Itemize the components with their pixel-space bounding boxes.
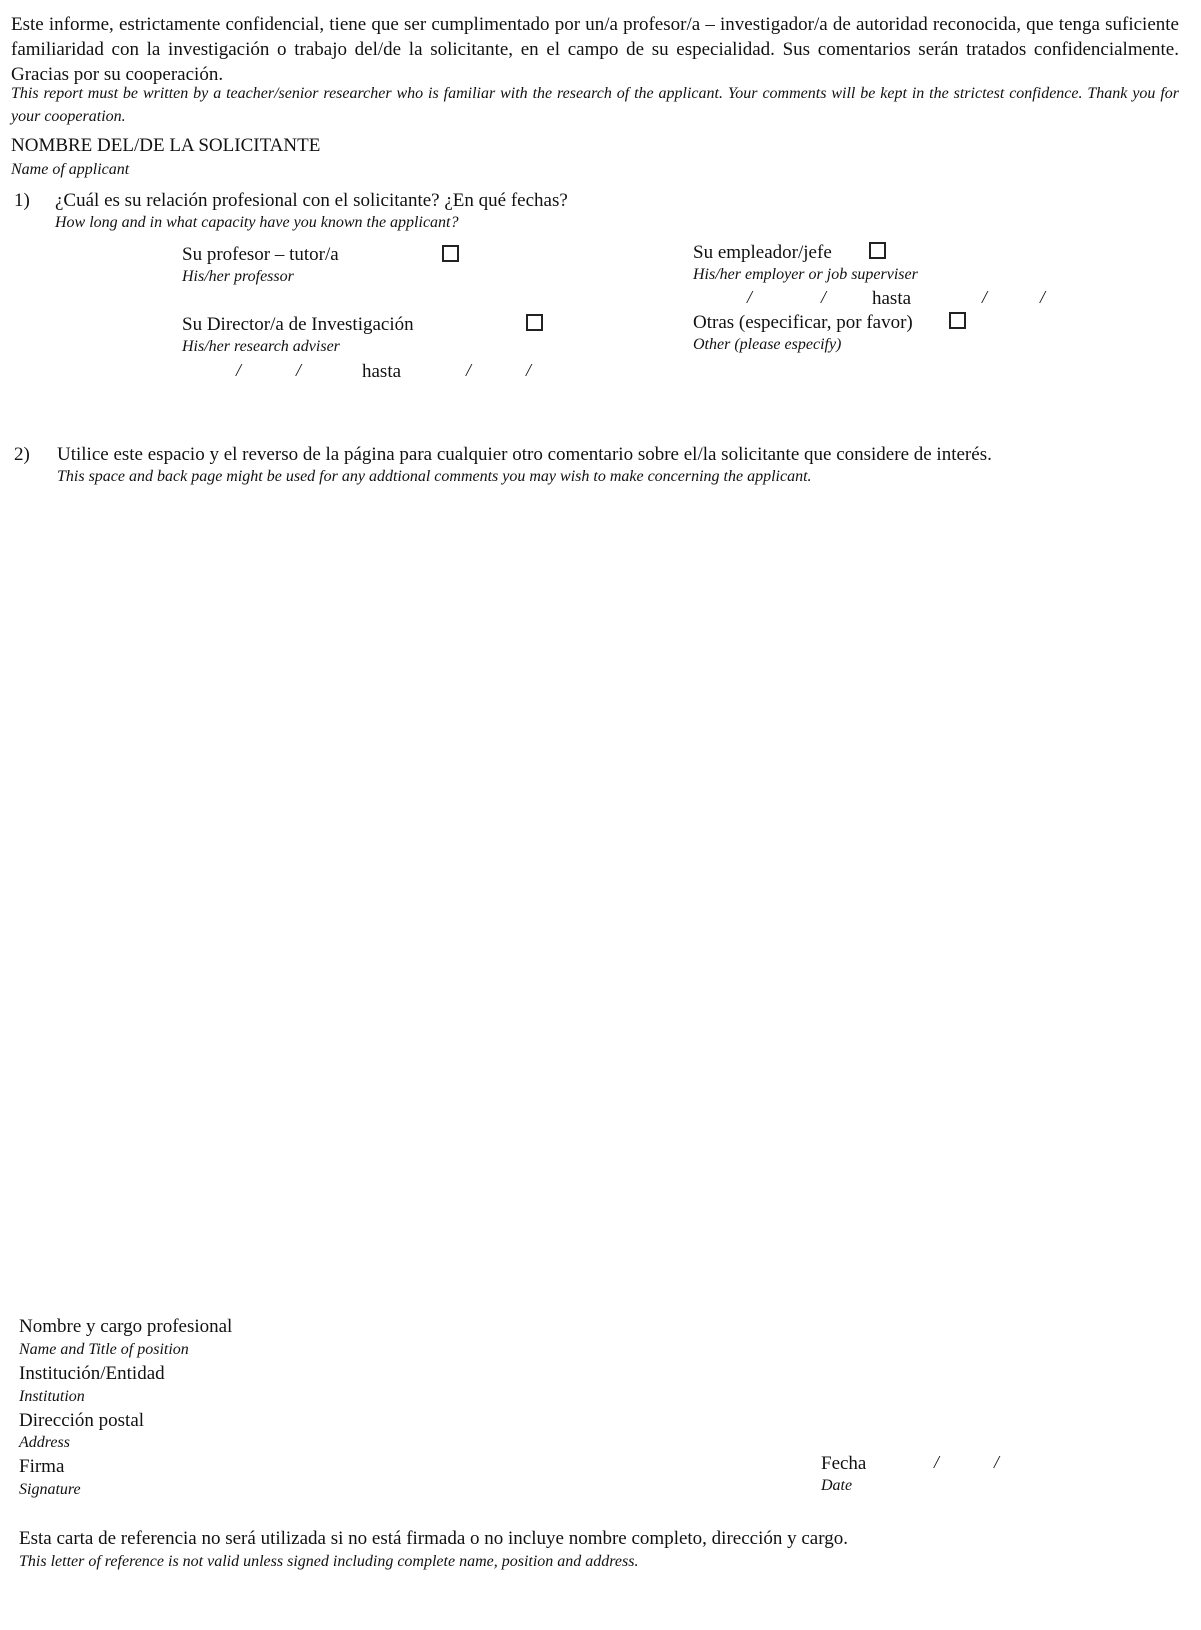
signature-date-sep-2: / [994, 1452, 1000, 1472]
adviser-date-from-sep-2: / [296, 360, 302, 380]
q2-number: 2) [14, 444, 30, 465]
q2-question-es: Utilice este espacio y el reverso de la página para cualquier otro comentario sobre el/la solicitante que considere de interés. [57, 444, 992, 465]
employer-date-from-sep-2: / [821, 287, 827, 307]
signature-label-en: Signature [19, 1481, 81, 1498]
date-label-en: Date [821, 1477, 853, 1494]
q1-number: 1) [14, 190, 30, 211]
option-other-label-en: Other (please especify) [693, 336, 842, 353]
option-other-label: Otras (especificar, por favor) [693, 312, 913, 333]
option-employer-checkbox[interactable] [869, 242, 886, 259]
applicant-name-label: NOMBRE DEL/DE LA SOLICITANTE [11, 135, 321, 156]
adviser-until-label: hasta [362, 361, 402, 382]
intro-text-en: This report must be written by a teacher/senior researcher who is familiar with the research of the applicant. Your comments will be kept in the strictest confidence. Thank you for your cooperation. [11, 85, 1179, 125]
adviser-date-to-sep-2: / [526, 360, 532, 380]
q2-question-en: This space and back page might be used for any addtional comments you may wish to make concerning the applicant. [57, 468, 812, 485]
option-professor-label-en: His/her professor [182, 268, 294, 285]
option-other-checkbox[interactable] [949, 312, 966, 329]
signature-date-sep-1: / [934, 1452, 940, 1472]
address-label: Dirección postal [19, 1410, 145, 1431]
comments-area[interactable] [57, 500, 1177, 1300]
option-professor-label: Su profesor – tutor/a [182, 244, 339, 265]
option-adviser-checkbox[interactable] [526, 314, 543, 331]
institution-label: Institución/Entidad [19, 1363, 165, 1384]
address-label-en: Address [19, 1434, 70, 1451]
validity-note-en: This letter of reference is not valid unless signed including complete name, position and address. [19, 1553, 639, 1570]
signature-label: Firma [19, 1456, 65, 1477]
adviser-date-from-sep-1: / [236, 360, 242, 380]
option-adviser-label: Su Director/a de Investigación [182, 314, 414, 335]
employer-date-to-sep-2: / [1040, 287, 1046, 307]
date-label: Fecha [821, 1453, 867, 1474]
option-professor-checkbox[interactable] [442, 245, 459, 262]
adviser-date-to-sep-1: / [466, 360, 472, 380]
employer-date-from-sep-1: / [747, 287, 753, 307]
option-employer-label-en: His/her employer or job superviser [693, 266, 918, 283]
option-employer-label: Su empleador/jefe [693, 242, 832, 263]
institution-label-en: Institution [19, 1388, 85, 1405]
option-adviser-label-en: His/her research adviser [182, 338, 340, 355]
applicant-name-label-en: Name of applicant [11, 161, 130, 178]
q1-question-es: ¿Cuál es su relación profesional con el solicitante? ¿En qué fechas? [55, 190, 568, 211]
position-name-label-en: Name and Title of position [19, 1341, 189, 1358]
employer-until-label: hasta [872, 288, 912, 309]
position-name-label: Nombre y cargo profesional [19, 1316, 233, 1337]
validity-note-es: Esta carta de referencia no será utilizada si no está firmada o no incluye nombre completo, dirección y cargo. [19, 1528, 848, 1549]
employer-date-to-sep-1: / [982, 287, 988, 307]
intro-text-es: Este informe, estrictamente confidencial, tiene que ser cumplimentado por un/a profesor/a – investigador/a de autoridad reconocida, que tenga suficiente familiaridad con la investigación o trabajo del/de la solicitante, en el campo de su especialidad. Sus comentarios serán tratados confidencialmente. Gracias por su cooperación. [11, 14, 1179, 85]
q1-question-en: How long and in what capacity have you known the applicant? [55, 214, 459, 231]
